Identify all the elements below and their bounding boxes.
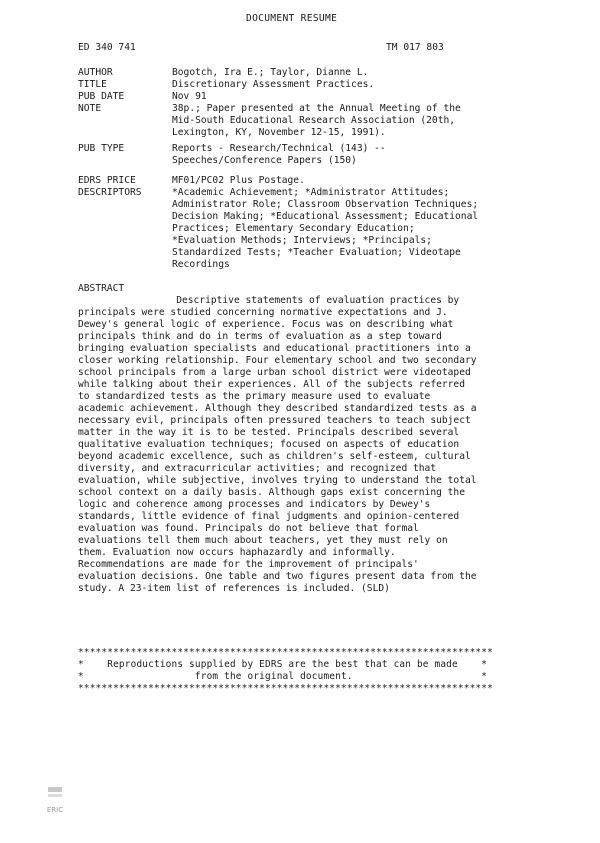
abstract-line: evaluation, while subjective, involves trying to understand the total (78, 475, 477, 486)
field-value-edrs-price: MF01/PC02 Plus Postage. (172, 175, 305, 186)
footer-box-border-top: *********************************************************************** (78, 647, 493, 658)
field-value-pub-type-line: Reports - Research/Technical (143) -- (172, 143, 386, 154)
field-label-pub-type: PUB TYPE (78, 143, 125, 154)
abstract-line: school context on a daily basis. Although gaps exist concerning the (78, 487, 465, 498)
field-value-pub-type-line: Speeches/Conference Papers (150) (172, 155, 357, 166)
field-value-descriptors-line: Practices; Elementary Secondary Education; (172, 223, 415, 234)
abstract-line: principals were studied concerning normative expectations and J. (78, 307, 448, 318)
document-title: DOCUMENT RESUME (246, 13, 338, 24)
eric-logo-text: ERIC (46, 806, 63, 814)
field-value-note-line: Lexington, KY, November 12-15, 1991). (172, 127, 386, 138)
field-value-note-line: 38p.; Paper presented at the Annual Meeting of the (172, 103, 461, 114)
field-label-title: TITLE (78, 79, 107, 90)
abstract-line: evaluations tell them much about teachers, yet they must rely on (78, 535, 448, 546)
footer-box-line: * from the original document. * (78, 671, 488, 682)
field-value-descriptors-line: Administrator Role; Classroom Observation Techniques; (172, 199, 479, 210)
eric-logo-icon (8, 767, 63, 814)
abstract-line: school principals from a large urban school district were videotaped (78, 367, 471, 378)
abstract-line: diversity, and extracurricular activities; and recognized that (78, 463, 437, 474)
tm-number: TM 017 803 (386, 42, 444, 53)
footer-box-line: * Reproductions supplied by EDRS are the best that can be made * (78, 659, 488, 670)
abstract-line: Recommendations are made for the improvement of principals' (78, 559, 419, 570)
field-label-pub-date: PUB DATE (78, 91, 125, 102)
field-value-descriptors-line: Decision Making; *Educational Assessment; Educational (172, 211, 479, 222)
abstract-line: evaluation decisions. One table and two figures present data from the (78, 571, 477, 582)
abstract-line: logic and coherence among processes and indicators by Dewey's (78, 499, 431, 510)
abstract-line: matter in the way it is to be tested. Principals described several (78, 427, 460, 438)
abstract-label: ABSTRACT (78, 283, 125, 294)
abstract-line: to standardized tests as the primary measure used to evaluate (78, 391, 431, 402)
abstract-line: academic achievement. Although they described standardized tests as a (78, 403, 477, 414)
abstract-line: qualitative evaluation techniques; focused on aspects of education (78, 439, 460, 450)
abstract-line: beyond academic excellence, such as children's self-esteem, cultural (78, 451, 471, 462)
field-label-note: NOTE (78, 103, 102, 114)
abstract-line: them. Evaluation now occurs haphazardly and informally. (78, 547, 396, 558)
abstract-line: Descriptive statements of evaluation practices by (78, 295, 460, 306)
abstract-line: standards, little evidence of final judgments and opinion-centered (78, 511, 460, 522)
abstract-line: necessary evil, principals often pressured teachers to teach subject (78, 415, 471, 426)
footer-box-border-bottom: *********************************************************************** (78, 683, 493, 694)
field-value-title: Discretionary Assessment Practices. (172, 79, 375, 90)
abstract-line: bringing evaluation specialists and educational practitioners into a (78, 343, 471, 354)
field-value-descriptors-line: Standardized Tests; *Teacher Evaluation; Videotape (172, 247, 461, 258)
abstract-line: Dewey's general logic of experience. Focus was on describing what (78, 319, 454, 330)
field-label-edrs-price: EDRS PRICE (78, 175, 136, 186)
field-value-pub-date: Nov 91 (172, 91, 207, 102)
abstract-line: study. A 23-item list of references is included. (SLD) (78, 583, 390, 594)
field-label-descriptors: DESCRIPTORS (78, 187, 142, 198)
field-value-descriptors-line: *Academic Achievement; *Administrator Attitudes; (172, 187, 450, 198)
field-value-note-line: Mid-South Educational Research Association (20th, (172, 115, 456, 126)
abstract-line: while talking about their experiences. All of the subjects referred (78, 379, 465, 390)
abstract-line: principals think and do in terms of evaluation as a step toward (78, 331, 442, 342)
field-value-descriptors-line: Recordings (172, 259, 230, 270)
field-label-author: AUTHOR (78, 67, 113, 78)
abstract-line: closer working relationship. Four elementary school and two secondary (78, 355, 477, 366)
abstract-line: evaluation was found. Principals do not believe that formal (78, 523, 419, 534)
field-value-author: Bogotch, Ira E.; Taylor, Dianne L. (172, 67, 369, 78)
ed-number: ED 340 741 (78, 42, 136, 53)
field-value-descriptors-line: *Evaluation Methods; Interviews; *Principals; (172, 235, 432, 246)
